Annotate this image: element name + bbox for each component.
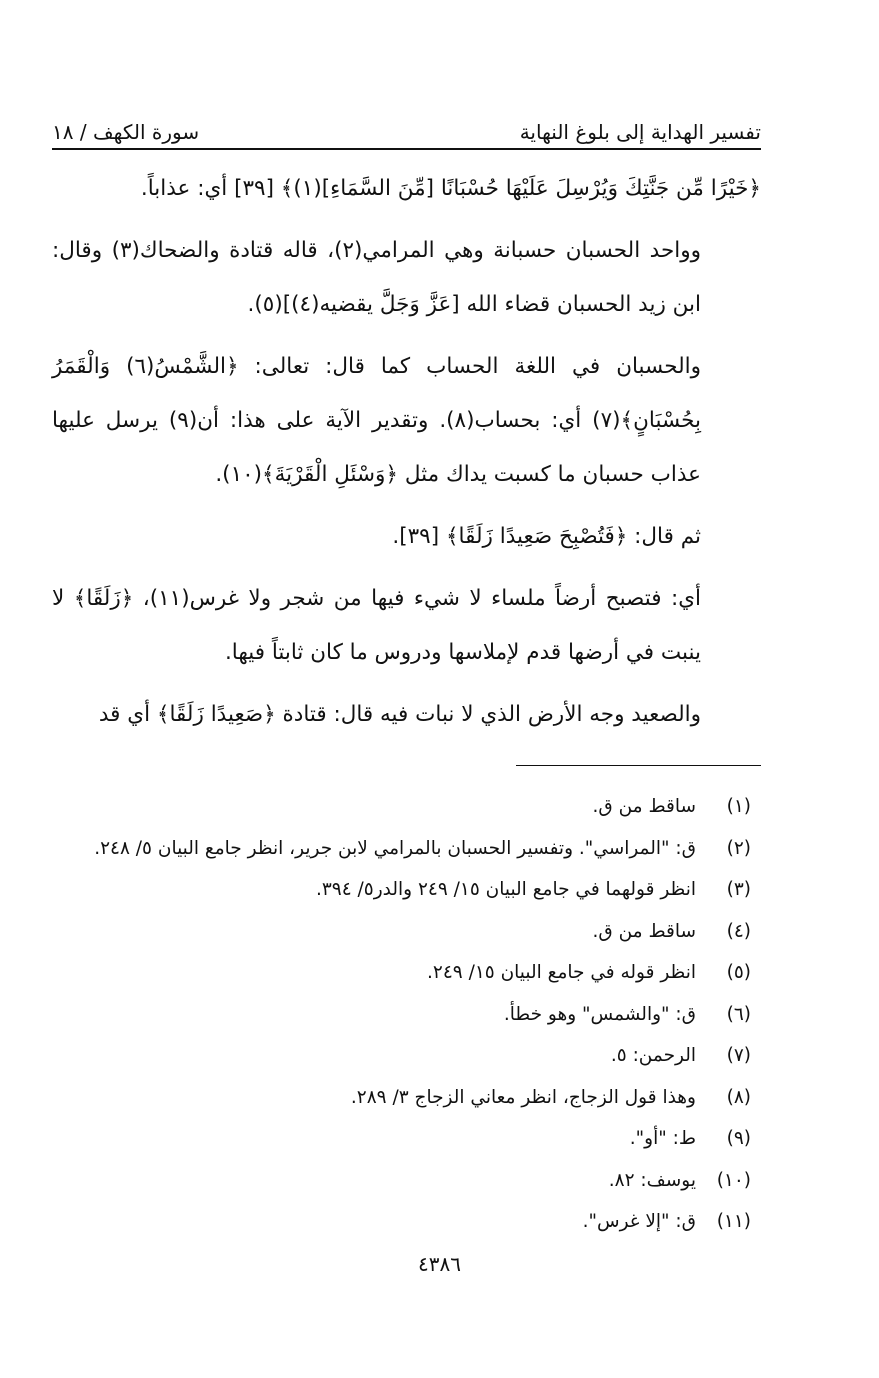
footnote-number: (٣) bbox=[726, 879, 751, 900]
footnote-number: (٤) bbox=[726, 920, 751, 942]
footnote-text: ق: "إلا غرس". bbox=[582, 1211, 696, 1232]
footnote-number: (٨) bbox=[726, 1086, 751, 1108]
book-title: تفسير الهداية إلى بلوغ النهاية bbox=[519, 120, 761, 144]
footnote-number: (٥) bbox=[726, 962, 751, 983]
footnote-number: (٢) bbox=[726, 837, 751, 859]
main-text bbox=[52, 162, 761, 750]
footnote-item bbox=[52, 1077, 761, 1119]
footnote-text: انظر قولهما في جامع البيان ١٥/ ٢٤٩ والدر٥/ ٣٩٤. bbox=[315, 879, 696, 900]
footnote-item bbox=[52, 786, 761, 828]
footnote-text: يوسف: ٨٢. bbox=[608, 1169, 696, 1191]
footnote-item bbox=[52, 1201, 761, 1243]
footnote-item bbox=[52, 911, 761, 953]
footnote-text: ساقط من ق. bbox=[592, 920, 696, 942]
footnote-text: ق: "والشمس" وهو خطأ. bbox=[503, 1003, 696, 1025]
footnote-number: (١٠) bbox=[716, 1169, 751, 1191]
footnote-divider bbox=[516, 765, 761, 766]
footnotes bbox=[52, 786, 761, 1243]
paragraph: ﴿خَيْرًا مِّن جَنَّتِكَ وَيُرْسِلَ عَلَيْهَا حُسْبَانًا [مِّنَ السَّمَاءِ](١)﴾ [٣٩] أي: عذاباً. bbox=[140, 176, 761, 201]
footnote-text: ساقط من ق. bbox=[592, 796, 696, 817]
footnote-item bbox=[52, 1118, 761, 1160]
footnote-text: ق: "المراسي". وتفسير الحسبان بالمرامي لابن جرير، انظر جامع البيان ٥/ ٢٤٨. bbox=[94, 837, 696, 859]
running-header bbox=[52, 100, 761, 150]
footnote-number: (٩) bbox=[726, 1128, 751, 1149]
paragraph: والصعيد وجه الأرض الذي لا نبات فيه قال: قتادة ﴿صَعِيدًا زَلَقًا﴾ أي قد bbox=[98, 702, 701, 727]
footnote-item bbox=[52, 869, 761, 911]
paragraph: والحسبان في اللغة الحساب كما قال: تعالى: ﴿الشَّمْسُ(٦) وَالْقَمَرُ بِحُسْبَانٍ﴾(٧) أي: بحساب(٨). وتقدير الآية على هذا: أن(٩) يرسل عليها عذاب حسبان ما كسبت يداك مثل ﴿وَسْئَلِ الْقَرْيَةَ﴾(١٠). bbox=[52, 354, 701, 487]
footnote-item bbox=[52, 1035, 761, 1077]
footnote-item bbox=[52, 1160, 761, 1202]
footnote-number: (٧) bbox=[726, 1045, 751, 1066]
surah-title: سورة الكهف / ١٨ bbox=[52, 120, 200, 144]
paragraph: أي: فتصبح أرضاً ملساء لا شيء فيها من شجر ولا غرس(١١)، ﴿زَلَقًا﴾ لا ينبت في أرضها قدم لإملاسها ودروس ما كان ثابتاً فيها. bbox=[52, 586, 701, 665]
page-number: ٤٣٨٦ bbox=[418, 1252, 461, 1276]
footnote-text: انظر قوله في جامع البيان ١٥/ ٢٤٩. bbox=[427, 962, 696, 983]
paragraph: ثم قال: ﴿فَتُصْبِحَ صَعِيدًا زَلَقًا﴾ [٣٩]. bbox=[392, 524, 701, 549]
footnote-number: (١١) bbox=[716, 1211, 751, 1232]
footnote-item bbox=[52, 952, 761, 994]
footnote-number: (١) bbox=[726, 796, 751, 817]
footnote-number: (٦) bbox=[726, 1003, 751, 1025]
footnote-text: وهذا قول الزجاج، انظر معاني الزجاج ٣/ ٢٨٩. bbox=[350, 1086, 696, 1108]
footnote-text: ط: "أو". bbox=[629, 1128, 696, 1149]
footnote-text: الرحمن: ٥. bbox=[610, 1045, 696, 1066]
footnote-item bbox=[52, 994, 761, 1036]
footnote-item bbox=[52, 828, 761, 870]
paragraph: وواحد الحسبان حسبانة وهي المرامي(٢)، قاله قتادة والضحاك(٣) وقال: ابن زيد الحسبان قضاء الله [عَزَّ وَجَلَّ يقضيه(٤)](٥). bbox=[52, 238, 701, 317]
